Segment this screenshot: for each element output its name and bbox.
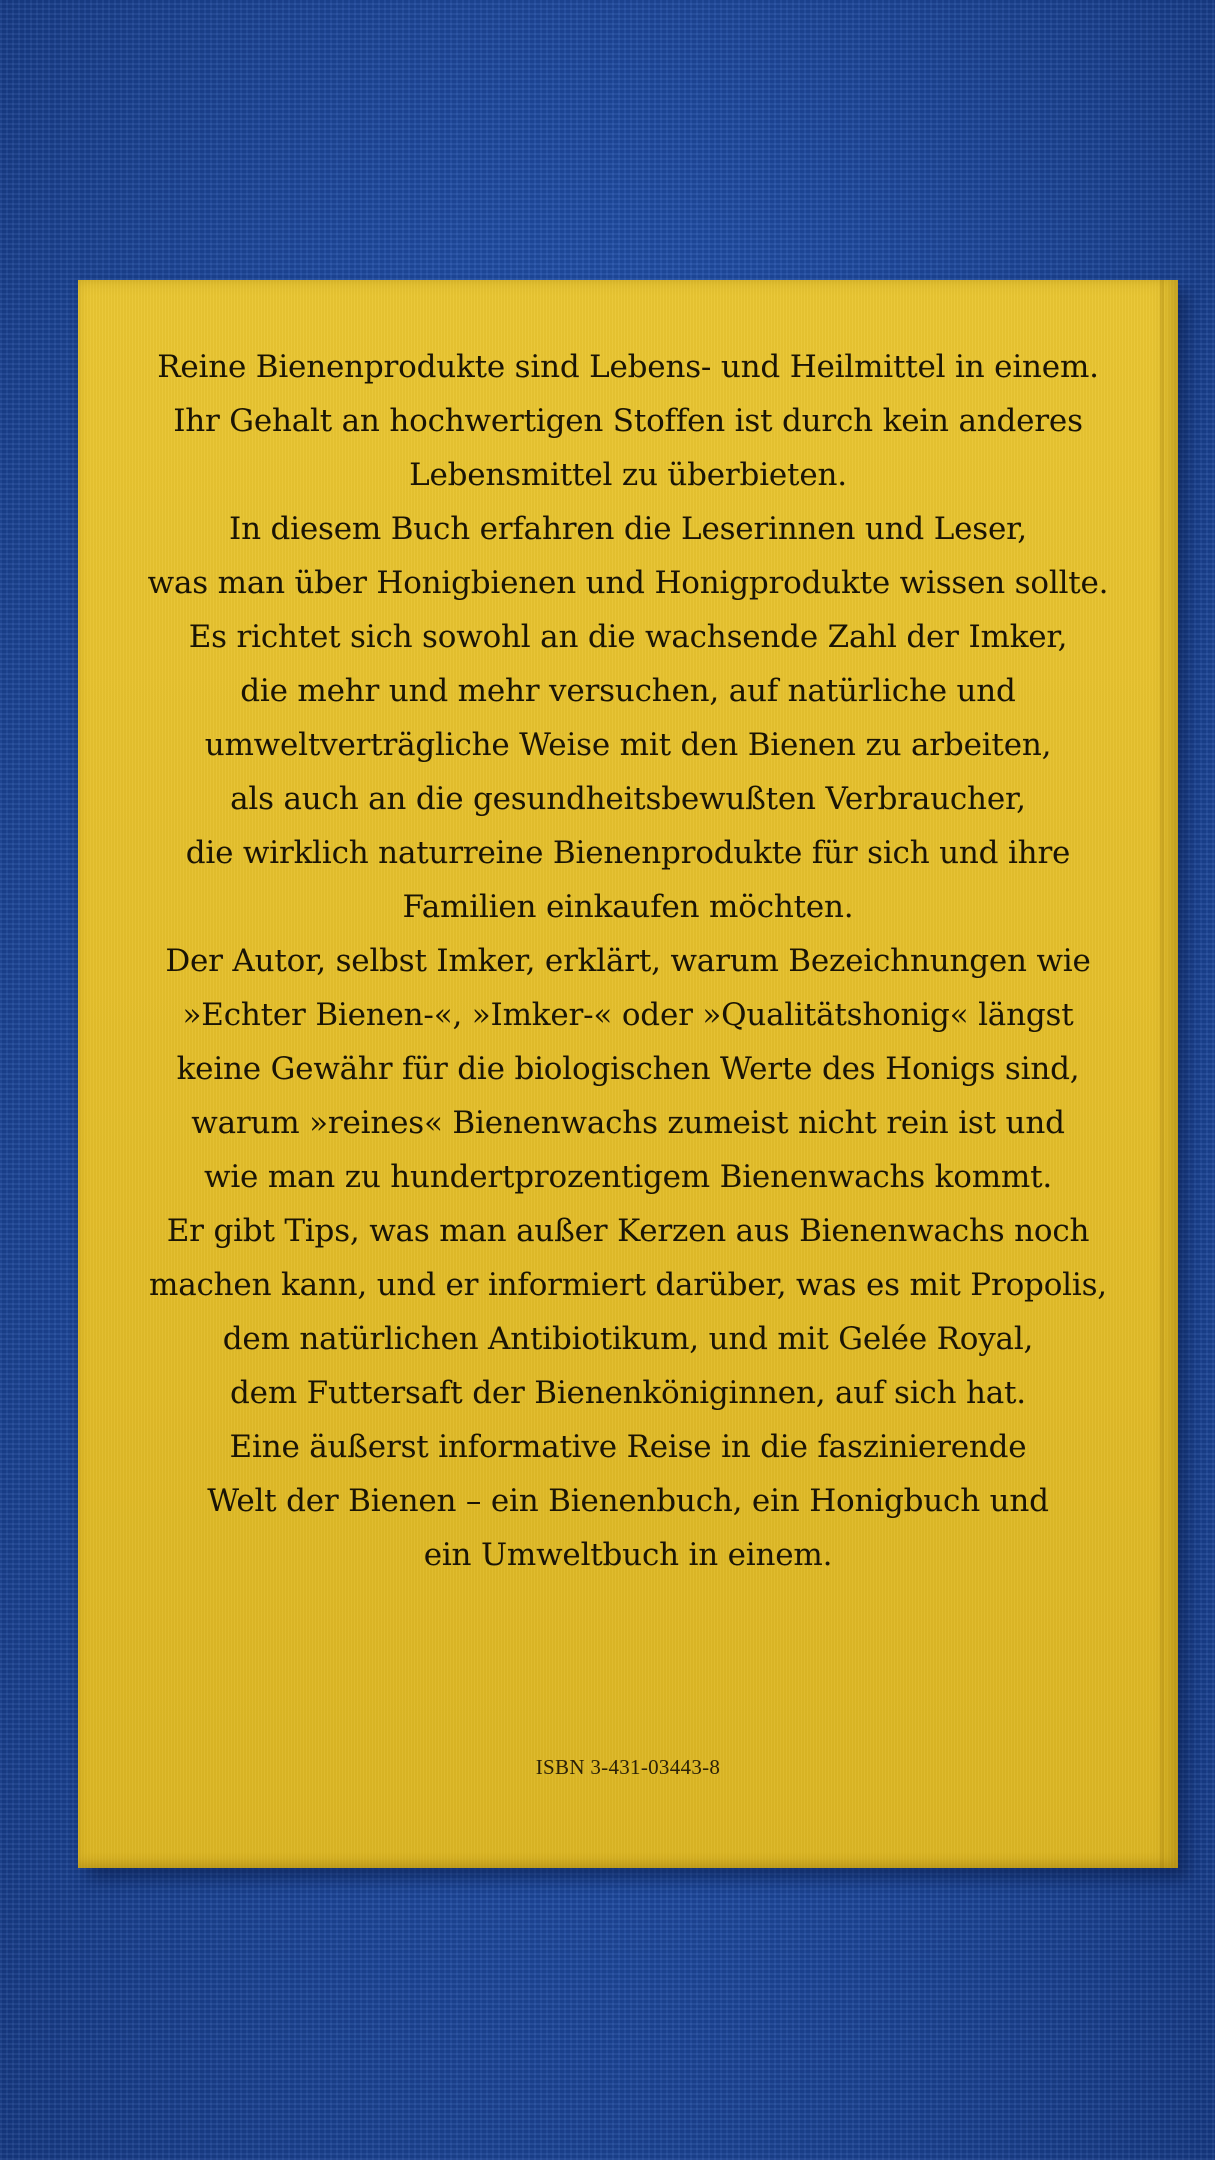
blurb-line: Es richtet sich sowohl an die wachsende Zahl der Imker, — [188, 619, 1068, 655]
blurb-line: keine Gewähr für die biologischen Werte des Honigs sind, — [176, 1051, 1080, 1087]
blurb-line: die wirklich naturreine Bienenprodukte für sich und ihre — [185, 835, 1071, 871]
blurb-line: Der Autor, selbst Imker, erklärt, warum Bezeichnungen wie — [165, 943, 1091, 979]
blurb-line: wie man zu hundertprozentigem Bienenwachs kommt. — [203, 1159, 1053, 1195]
isbn-number: ISBN 3-431-03443-8 — [535, 1755, 721, 1779]
blurb-line: dem natürlichen Antibiotikum, und mit Gelée Royal, — [222, 1321, 1034, 1357]
blurb-line: als auch an die gesundheitsbewußten Verbraucher, — [230, 781, 1026, 817]
blurb-line: warum »reines« Bienenwachs zumeist nicht rein ist und — [191, 1105, 1065, 1141]
blurb-line: Eine äußerst informative Reise in die faszinierende — [229, 1429, 1027, 1465]
blurb-line: was man über Honigbienen und Honigprodukte wissen sollte. — [147, 565, 1109, 601]
book-back-cover — [78, 280, 1178, 1868]
blurb-line: Reine Bienenprodukte sind Lebens- und Heilmittel in einem. — [157, 349, 1099, 385]
blurb-line: ein Umweltbuch in einem. — [423, 1537, 833, 1573]
blurb-line: Ihr Gehalt an hochwertigen Stoffen ist durch kein anderes — [173, 403, 1083, 439]
blurb-line: umweltverträgliche Weise mit den Bienen zu arbeiten, — [204, 727, 1052, 763]
blurb-line: Welt der Bienen – ein Bienenbuch, ein Honigbuch und — [207, 1483, 1049, 1519]
blurb-line: Familien einkaufen möchten. — [402, 889, 854, 925]
blurb-line: dem Futtersaft der Bienenköniginnen, auf sich hat. — [230, 1375, 1026, 1411]
blurb-line: Er gibt Tips, was man außer Kerzen aus Bienenwachs noch — [166, 1213, 1090, 1249]
blurb-line: »Echter Bienen-«, »Imker-« oder »Qualitätshonig« längst — [182, 997, 1074, 1033]
blurb-line: machen kann, und er informiert darüber, was es mit Propolis, — [149, 1267, 1107, 1303]
blurb-line: In diesem Buch erfahren die Leserinnen und Leser, — [229, 511, 1027, 547]
blurb-line: die mehr und mehr versuchen, auf natürliche und — [240, 673, 1016, 709]
blurb-line: Lebensmittel zu überbieten. — [409, 457, 847, 493]
blurb-text — [118, 340, 1138, 1582]
